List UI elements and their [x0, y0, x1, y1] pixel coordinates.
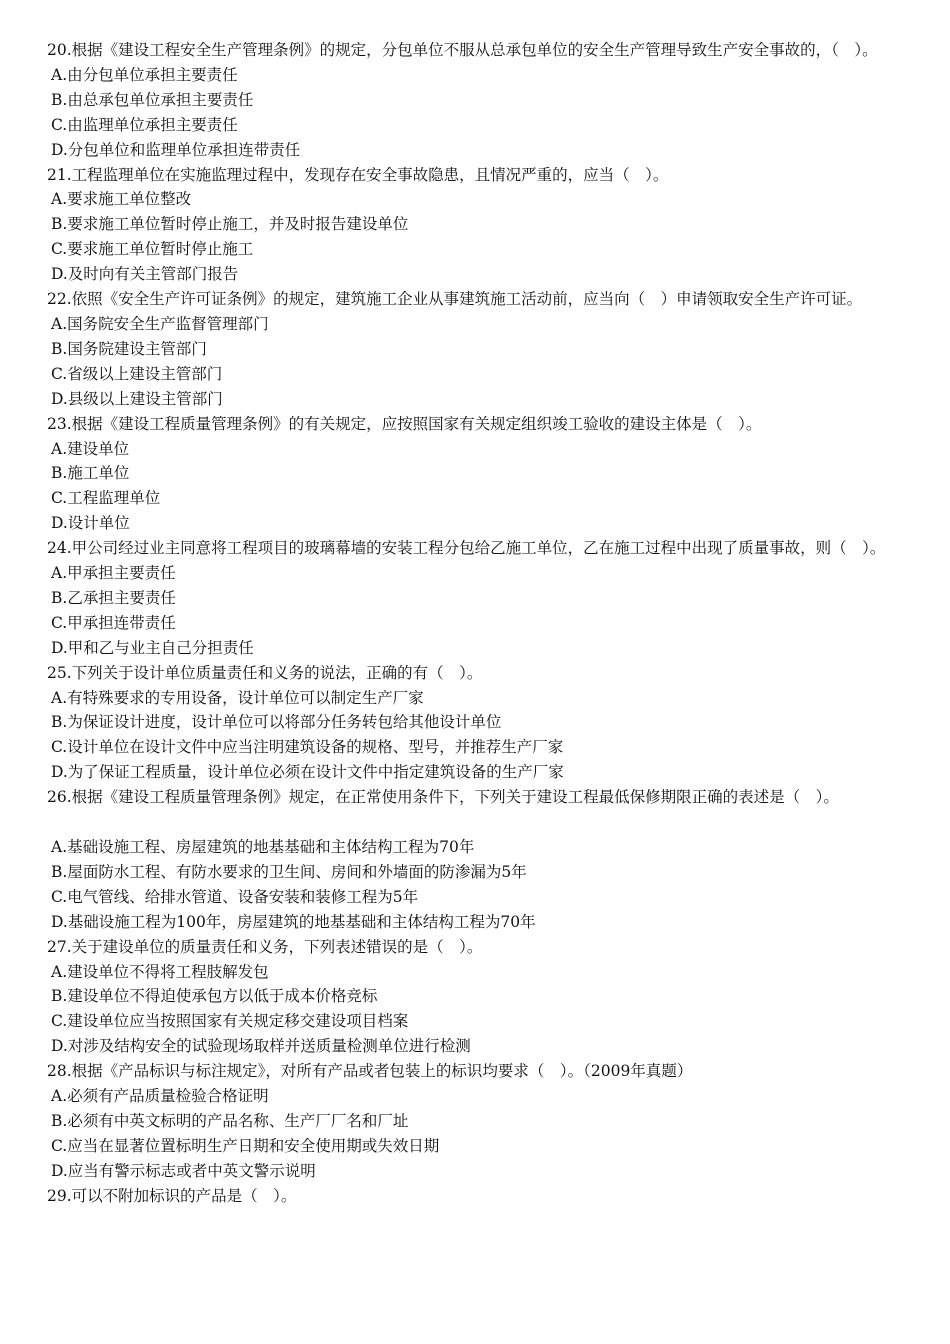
option-b: B.建设单位不得迫使承包方以低于成本价格竞标	[51, 987, 378, 1006]
question-stem: 20.根据《建设工程安全生产管理条例》的规定，分包单位不服从总承包单位的安全生产管理导致生产安全事故的，（ ）。	[47, 41, 878, 59]
option-a: A.国务院安全生产监督管理部门	[51, 314, 269, 333]
option-b: B.由总承包单位承担主要责任	[51, 90, 254, 109]
option-d: D.为了保证工程质量，设计单位必须在设计文件中指定建筑设备的生产厂家	[51, 763, 564, 782]
option-d: D.应当有警示标志或者中英文警示说明	[51, 1161, 316, 1180]
question-stem: 21.工程监理单位在实施监理过程中，发现存在安全事故隐患，且情况严重的，应当（ ）。	[47, 165, 669, 184]
option-b: B.国务院建设主管部门	[51, 339, 207, 358]
option-a: A.必须有产品质量检验合格证明	[51, 1087, 269, 1106]
option-a: A.要求施工单位整改	[51, 190, 192, 209]
option-b: B.必须有中英文标明的产品名称、生产厂厂名和厂址	[51, 1111, 409, 1130]
option-a: A.甲承担主要责任	[51, 564, 176, 583]
question-stem: 24.甲公司经过业主同意将工程项目的玻璃幕墙的安装工程分包给乙施工单位，乙在施工过程中出现了质量事故，则（ ）。	[47, 539, 886, 558]
option-c: C.建设单位应当按照国家有关规定移交建设项目档案	[51, 1012, 409, 1031]
option-c: C.应当在显著位置标明生产日期和安全使用期或失效日期	[51, 1136, 440, 1155]
option-d: D.对涉及结构安全的试验现场取样并送质量检测单位进行检测	[51, 1037, 471, 1056]
option-a: A.建设单位不得将工程肢解发包	[51, 962, 269, 981]
question-28	[47, 1059, 907, 1184]
question-stem: 25.下列关于设计单位质量责任和义务的说法，正确的有（ ）。	[47, 663, 483, 682]
option-a: A.由分包单位承担主要责任	[51, 65, 238, 84]
option-c: C.电气管线、给排水管道、设备安装和装修工程为5年	[51, 887, 419, 906]
option-d: D.设计单位	[51, 514, 130, 533]
option-d: D.分包单位和监理单位承担连带责任	[51, 140, 301, 159]
option-c: C.由监理单位承担主要责任	[51, 115, 238, 134]
option-b: B.要求施工单位暂时停止施工，并及时报告建设单位	[51, 215, 409, 234]
question-26	[47, 785, 907, 934]
option-a: A.基础设施工程、房屋建筑的地基基础和主体结构工程为70年	[51, 837, 475, 856]
question-stem: 26.根据《建设工程质量管理条例》规定，在正常使用条件下，下列关于建设工程最低保修期限正确的表述是（ ）。	[47, 788, 839, 807]
option-c: C.设计单位在设计文件中应当注明建筑设备的规格、型号，并推荐生产厂家	[51, 738, 564, 757]
option-d: D.基础设施工程为100年，房屋建筑的地基基础和主体结构工程为70年	[51, 912, 536, 931]
option-d: D.及时向有关主管部门报告	[51, 265, 239, 284]
option-b: B.施工单位	[51, 464, 130, 483]
blank-line	[47, 810, 907, 835]
question-29	[47, 1184, 907, 1209]
question-22	[47, 287, 907, 412]
document-body	[47, 38, 907, 1209]
option-b: B.屋面防水工程、有防水要求的卫生间、房间和外墙面的防渗漏为5年	[51, 862, 527, 881]
option-b: B.为保证设计进度，设计单位可以将部分任务转包给其他设计单位	[51, 713, 502, 732]
question-stem: 27.关于建设单位的质量责任和义务，下列表述错误的是（ ）。	[47, 937, 483, 956]
question-27	[47, 935, 907, 1060]
option-c: C.工程监理单位	[51, 489, 161, 508]
option-c: C.要求施工单位暂时停止施工	[51, 240, 254, 259]
question-stem: 29.可以不附加标识的产品是（ ）。	[47, 1186, 297, 1205]
question-stem: 22.依照《安全生产许可证条例》的规定，建筑施工企业从事建筑施工活动前，应当向（ ）申请领取安全生产许可证。	[47, 290, 863, 309]
option-c: C.省级以上建设主管部门	[51, 364, 223, 383]
question-stem: 23.根据《建设工程质量管理条例》的有关规定，应按照国家有关规定组织竣工验收的建设主体是（ ）。	[47, 414, 762, 433]
question-21	[47, 163, 907, 288]
question-stem: 28.根据《产品标识与标注规定》，对所有产品或者包装上的标识均要求（ ）。（2009年真题）	[47, 1062, 693, 1081]
option-d: D.县级以上建设主管部门	[51, 389, 223, 408]
question-24	[47, 536, 907, 661]
question-20	[47, 38, 907, 163]
option-c: C.甲承担连带责任	[51, 613, 176, 632]
question-25	[47, 661, 907, 786]
question-23	[47, 412, 907, 537]
option-b: B.乙承担主要责任	[51, 588, 176, 607]
option-a: A.建设单位	[51, 439, 130, 458]
option-d: D.甲和乙与业主自己分担责任	[51, 638, 254, 657]
option-a: A.有特殊要求的专用设备，设计单位可以制定生产厂家	[51, 688, 424, 707]
